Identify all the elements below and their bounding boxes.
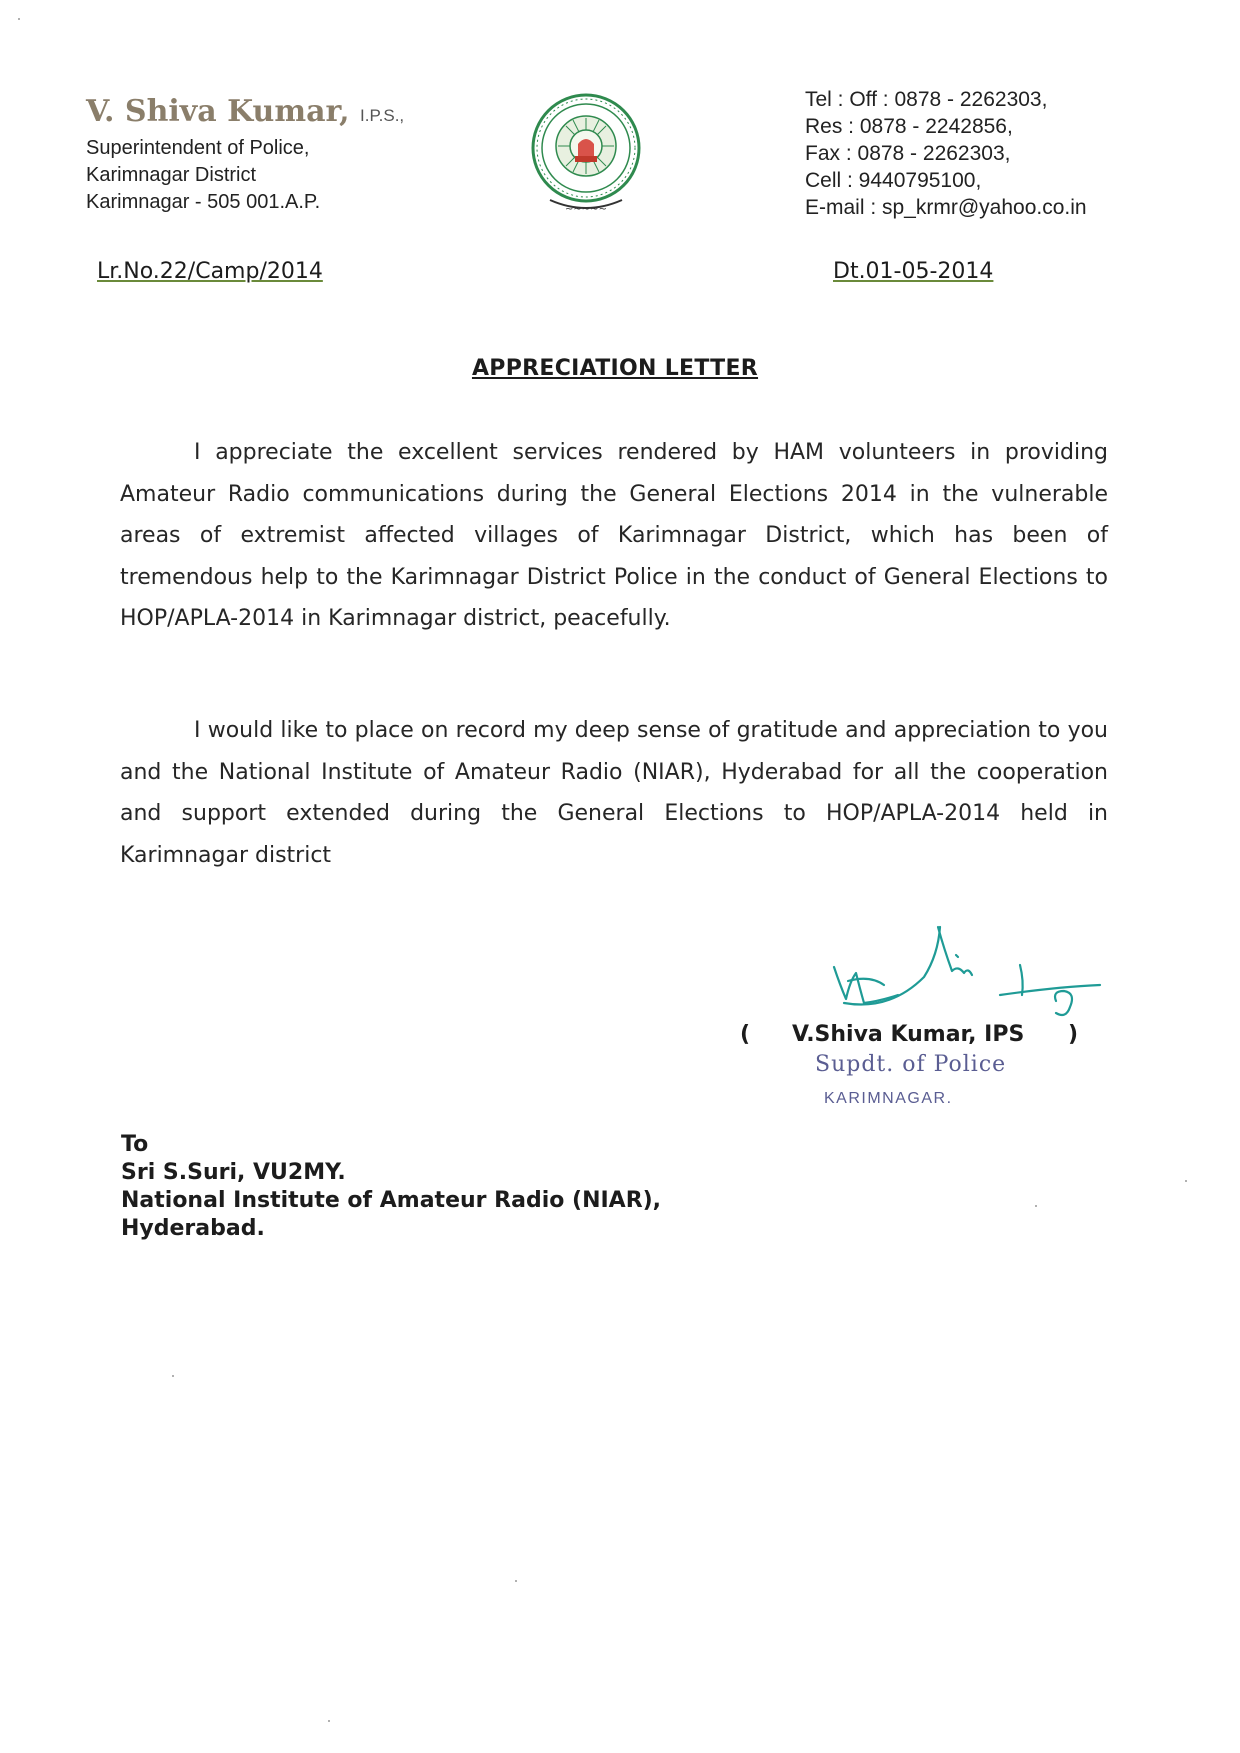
reference-number: Lr.No.22/Camp/2014 (97, 259, 323, 284)
body-paragraph-2: I would like to place on record my deep sense of gratitude and appreciation to you and the National Institute of Amateur Radio (NIAR), Hyderabad for all the cooperation and support extended during the General Elections to HOP/APLA-2014 held in Karimnagar district (120, 718, 1108, 868)
scan-speck (1185, 1180, 1187, 1182)
contact-cell: Cell : 9440795100, (805, 169, 982, 192)
recipient-city: Hyderabad. (121, 1216, 265, 1241)
scan-speck (172, 1375, 174, 1377)
sender-name-suffix: I.P.S., (360, 106, 405, 125)
recipient-organization: National Institute of Amateur Radio (NIAR), (121, 1188, 662, 1213)
state-emblem-icon (528, 92, 644, 220)
sender-name-text: V. Shiva Kumar, (86, 94, 350, 129)
signatory-name: V.Shiva Kumar, IPS (792, 1022, 1025, 1047)
signature-paren-close: ) (1068, 1022, 1079, 1047)
svg-text:~~~~~: ~~~~~ (565, 204, 607, 215)
stamp-designation: Supdt. of Police (815, 1052, 1007, 1077)
contact-res: Res : 0878 - 2242856, (805, 115, 1013, 138)
contact-fax: Fax : 0878 - 2262303, (805, 142, 1011, 165)
handwritten-signature (820, 915, 1110, 1025)
scan-speck (328, 1720, 330, 1722)
scan-speck (18, 18, 20, 20)
sender-district: Karimnagar District (86, 164, 257, 186)
signature-paren-open: ( (740, 1022, 751, 1047)
reference-date: Dt.01-05-2014 (833, 259, 994, 284)
recipient-label: To (121, 1132, 149, 1157)
sender-name (86, 94, 404, 129)
scan-speck (515, 1580, 517, 1582)
body-paragraph-1: I appreciate the excellent services rendered by HAM volunteers in providing Amateur Radio communications during the General Elections 2014 in the vulnerable areas of extremist affected villages of Karimnagar District, which has been of tremendous help to the Karimnagar District Police in the conduct of General Elections to HOP/APLA-2014 in Karimnagar district, peacefully. (120, 440, 1108, 631)
sender-title: Superintendent of Police, (86, 137, 310, 159)
letter-subject: APPRECIATION LETTER (471, 356, 759, 381)
contact-email: E-mail : sp_krmr@yahoo.co.in (805, 196, 1087, 219)
recipient-name: Sri S.Suri, VU2MY. (121, 1160, 346, 1185)
sender-address: Karimnagar - 505 001.A.P. (86, 191, 321, 213)
contact-tel: Tel : Off : 0878 - 2262303, (805, 88, 1048, 111)
scan-speck (1035, 1205, 1037, 1207)
stamp-location: KARIMNAGAR. (824, 1090, 953, 1107)
